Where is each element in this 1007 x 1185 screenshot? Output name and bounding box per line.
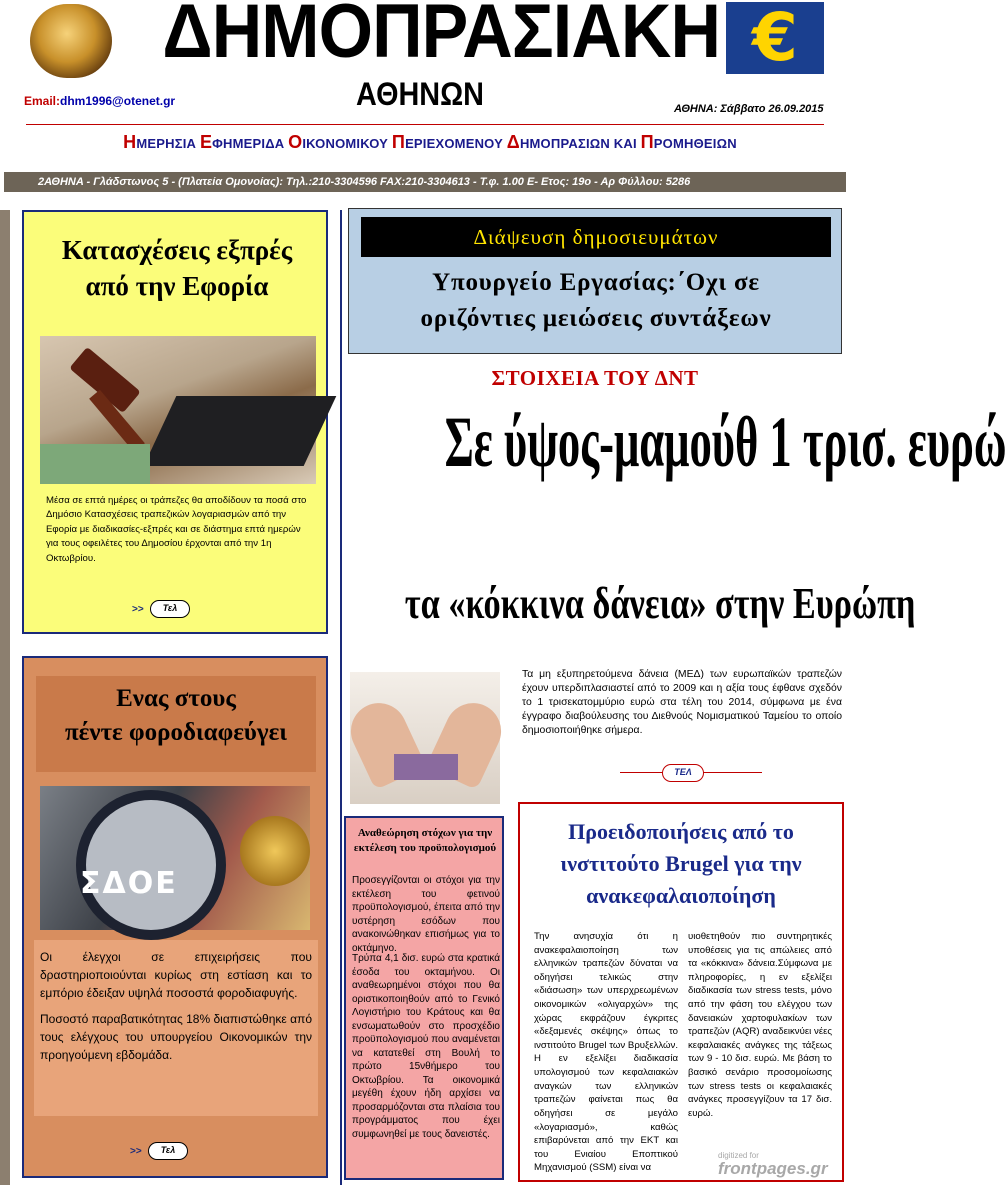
arrow-icon: >> (130, 1146, 142, 1157)
brugel-story-column: Την ανησυχία ότι η ανακεφαλαιοποίηση των ελληνικών τραπεζών δύναται να οδηγήσει τελικώς στην «διάσωση» των υπερχρεωμένων οικονομικών «ολιγαρχών» της χώρας εκφράζουν έγκριτες «δεξαμενές σκέψης» όπως το ινστιτούτο Brugel των Βρυξελλών. Η εν εξελίξει διαδικασία υπολογισμού των κεφαλαιακών αναγκών των ελληνικών τραπεζών φαίνεται πως θα οδηγήσει σε μεγάλο «λογαριασμό», καθώς επιβαρύνεται από την ΕΚΤ και του Ενιαίου Εποπτικού Μηχανισμού (SSM) είναι να (534, 931, 678, 1174)
tagline-word: ΗΜΕΡΗΣΙΑ (123, 132, 200, 152)
top-story-kicker: Διάψευση δημοσιευμάτων (361, 217, 831, 257)
lead-story-intro: Τα μη εξυπηρετούμενα δάνεια (ΜΕΔ) των ευρωπαϊκών τραπεζών έχουν υπερδιπλασιαστεί από το 2009 και η αξία τους έφθανε σχεδόν το 1 τρισεκατομμύριο ευρώ στα τέλη του 2014, σύμφωνα με ένα έγγραφο διαβούλευσης του Διεθνούς Νομισματικού Ταμείου το οποίο δημοσιοποιήθηκε σήμερα. (522, 669, 842, 737)
budget-story-box[interactable] (344, 816, 504, 1180)
column-divider (340, 210, 342, 1185)
article-text: Μέσα σε επτά ημέρες οι τράπεζες θα αποδίδουν τα ποσά στο Δημόσιο Κατασχέσεις τραπεζικών λογαριασμών από την Εφορία με διαδικασίες-εξπρές και σε διάστημα επτά ημερών για τους οφειλέτες του Δημοσίου έρχονται από την 1η Οκτωβρίου. (46, 495, 307, 564)
tagline-word: ΠΡΟΜΗΘΕΙΩΝ (640, 132, 737, 152)
email-link[interactable]: dhm1996@otenet.gr (60, 94, 176, 108)
tagline (100, 132, 760, 153)
issue-date: ΑΘΗΝΑ: Σάββατο 26.09.2015 (674, 103, 824, 115)
email-label: Email: (24, 94, 61, 108)
article-box-tax-evasion[interactable] (22, 656, 328, 1178)
lead-story-headline[interactable]: Σε ύψος-μαμούθ 1 τρισ. ευρώ (444, 402, 1007, 482)
budget-story-title: Αναθεώρηση στόχων για την εκτέλεση του προϋπολογισμού (353, 827, 497, 855)
article-box-tax-seizures[interactable] (22, 210, 328, 634)
sdoe-seal-photo (40, 786, 310, 930)
tagline-word: ΔΗΜΟΠΡΑΣΙΩΝ ΚΑΙ (506, 132, 641, 152)
end-marker: Τελ (150, 600, 190, 618)
gavel-keyboard-photo (40, 336, 316, 484)
masthead: ΔΗΜΟΠΡΑΣΙΑΚΗ (162, 0, 721, 74)
brugel-story-box[interactable] (518, 802, 844, 1182)
article-title: Ενας στους πέντε φοροδιαφεύγει (64, 685, 288, 746)
brugel-story-column: υιοθετηθούν πιο συντηρητικές υποθέσεις για τις απώλειες από τα «κόκκινα» δάνεια.Σύμφωνα με πληροφορίες, η εν εξελίξει διαδικασία των stress tests, μόνο από την φάση του ελέγχου των δανειακών χαρτοφυλακίων των τραπεζών (AQR) αναδεικνύει νέες κεφαλαιακές ανάγκες της τάξεως των 9 - 10 δισ. ευρώ. Με βάση το βασικό σενάριο προσομοίωσης των stress tests οι κεφαλαιακές ανάγκες προσεγγίζουν τα 17 δισ. ευρώ. (688, 931, 832, 1119)
tagline-word: ΕΦΗΜΕΡΙΔΑ (199, 132, 289, 152)
euro-logo-image: € (726, 2, 824, 74)
sdoe-logo-text: ΣΔΟΕ (80, 866, 178, 901)
header-divider (26, 124, 824, 125)
email-line (24, 94, 175, 108)
frontpages-watermark: digitized for frontpages.gr (718, 1151, 828, 1178)
left-decor-bar (0, 210, 10, 1185)
top-story-title: Υπουργείο Εργασίας:΄Οχι σε οριζόντιες μειώσεις συντάξεων (420, 269, 772, 333)
budget-story-text: Τρύπα 4,1 δισ. ευρώ στα κρατικά έσοδα του οκταμήνου. Οι αναθεωρημένοι στόχοι που θα οριστικοποιηθούν από το Γενικό Λογιστήριο του Κράτους και θα ενσωματωθούν στο προσχέδιο προϋπολογισμού που αναμένεται να κατατεθεί στη Βουλή το πρώτο 15νθήμερο του Οκτωβρίου. Τα οικονομικά μεγέθη έχουν ήδη αρχίσει να προσαρμόζονται στα πλαίσια του προγράμματος που έχει συμφωνηθεί με τους δανειστές. (352, 953, 500, 1140)
top-story-box[interactable] (348, 208, 842, 354)
end-marker: Τελ (148, 1142, 188, 1160)
end-marker: ΤΕΛ (662, 764, 704, 782)
tagline-word: ΠΕΡΙΕΧΟΜΕΝΟΥ (391, 132, 507, 152)
brugel-story-title: Προειδοποιήσεις από το ινστιτούτο Brugel για την ανακεφαλαιοποίηση (560, 819, 802, 908)
arrow-icon: >> (132, 604, 144, 615)
tagline-word: ΟΙΚΟΝΟΜΙΚΟΥ (288, 132, 392, 152)
masthead-subtitle: ΑΘΗΝΩΝ (356, 76, 484, 112)
lead-story-subheadline: τα «κόκκινα δάνεια» στην Ευρώπη (404, 579, 916, 628)
coins-logo-image (30, 4, 112, 78)
address-bar: 2ΑΘΗΝΑ - Γλάδστωνος 5 - (Πλατεία Ομονοίας): Τηλ.:210-3304596 FAX:210-3304613 - Τ.φ. 1.00 Ε- Ετος: 19ο - Αρ Φύλλου: 5286 (4, 172, 846, 192)
lead-story-kicker: ΣΤΟΙΧΕΙΑ ΤΟΥ ΔΝΤ (491, 366, 699, 390)
budget-story-text: Προσεγγίζονται οι στόχοι για την εκτέλεση του φετινού προϋπολογισμού, έπειτα από την υστέρηση εσόδων που ανακοινώθηκαν επισήμως για το οκτάμηνο. (352, 875, 500, 954)
hands-money-photo (350, 672, 500, 804)
article-text: Οι έλεγχοι σε επιχειρήσεις που δραστηριοποιούνται κυρίως στη εστίαση και το εμπόριο έδειξαν υψηλά ποσοστά φοροδιαφυγής. Ποσοστό παραβατικότητας 18% διαπιστώθηκε από τους ελέγχους του υπουργείου Οικονομικών την προηγούμενη εβδομάδα. (40, 950, 312, 1062)
article-title: Κατασχέσεις εξπρές από την Εφορία (61, 235, 293, 302)
